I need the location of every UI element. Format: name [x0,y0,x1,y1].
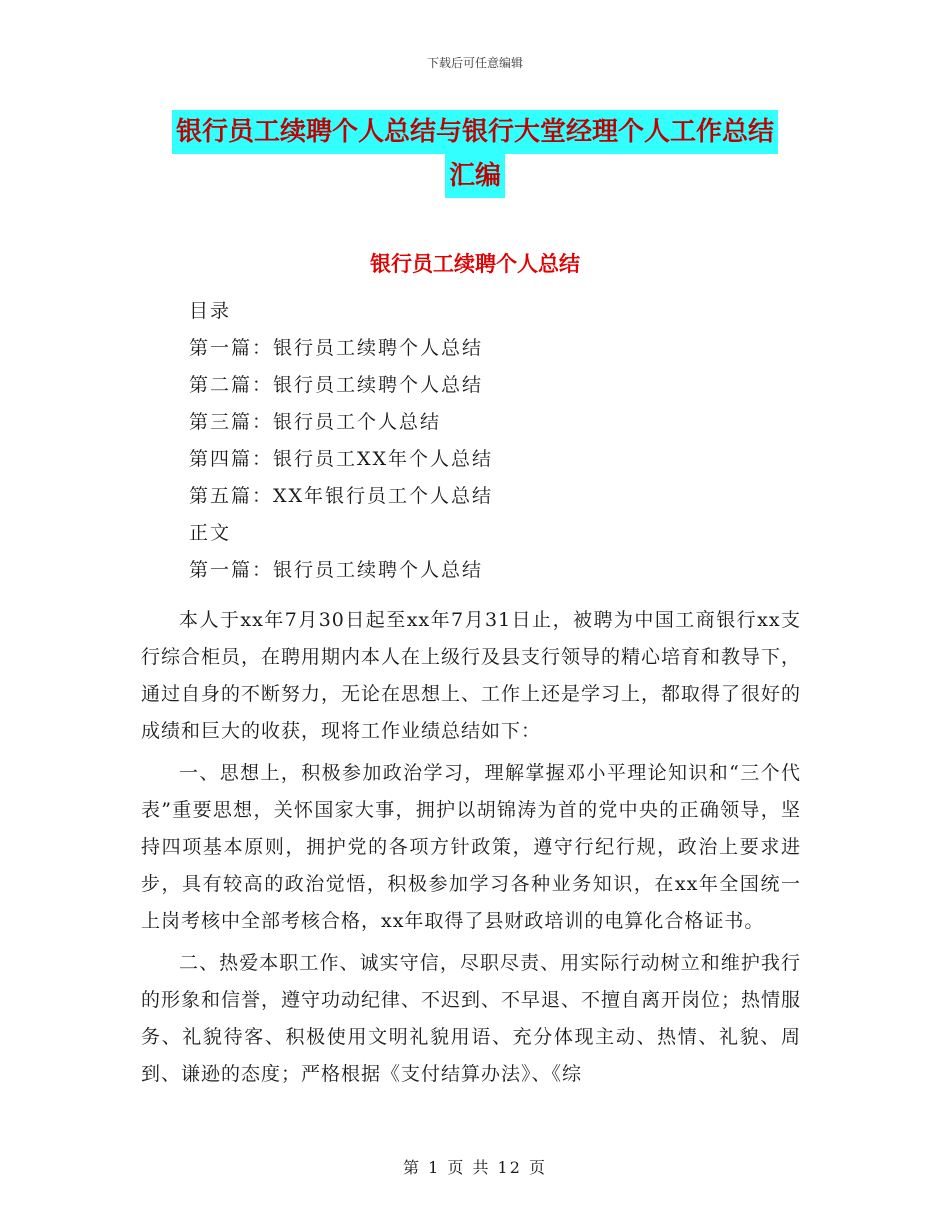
body-text [141,602,801,1098]
section-title: 银行员工续聘个人总结 [370,251,580,276]
toc-item: 第三篇：银行员工个人总结 [189,411,442,433]
toc-heading: 目录 [189,300,232,322]
toc-item: 第二篇：银行员工续聘个人总结 [189,374,484,396]
paragraph: 本人于xx年7月30日起至xx年7月31日止，被聘为中国工商银行xx支行综合柜员，在聘用期内本人在上级行及县支行领导的精心培育和教导下，通过自身的不断努力，无论在思想上、工作上还是学习上，都取得了很好的成绩和巨大的收获，现将工作业绩总结如下： [141,609,802,742]
title-line-1: 银行员工续聘个人总结与银行大堂经理个人工作总结 [172,110,778,154]
document-title [0,110,950,198]
article-heading: 第一篇：银行员工续聘个人总结 [189,559,484,581]
toc-item: 第五篇：XX年银行员工个人总结 [189,485,494,507]
toc-item: 第一篇：银行员工续聘个人总结 [189,337,484,359]
header-note: 下载后可任意编辑 [426,56,523,70]
table-of-contents [189,293,493,589]
title-line-2: 汇编 [445,154,505,198]
page-footer: 第 1 页 共 12 页 [403,1158,547,1177]
paragraph: 一、思想上，积极参加政治学习，理解掌握邓小平理论知识和“三个代表”重要思想，关怀国家大事，拥护以胡锦涛为首的党中央的正确领导，坚持四项基本原则，拥护党的各项方针政策，遵守行纪行规，政治上要求进步，具有较高的政治觉悟，积极参加学习各种业务知识，在xx年全国统一上岗考核中全部考核合格，xx年取得了县财政培训的电算化合格证书。 [141,762,801,932]
toc-item: 第四篇：银行员工XX年个人总结 [189,448,494,470]
paragraph: 二、热爱本职工作、诚实守信，尽职尽责、用实际行动树立和维护我行的形象和信誉，遵守功动纪律、不迟到、不早退、不擅自离开岗位；热情服务、礼貌待客、积极使用文明礼貌用语、充分体现主动、热情、礼貌、周到、谦逊的态度；严格根据《支付结算办法》、《综 [141,952,802,1085]
body-heading: 正文 [189,522,232,544]
